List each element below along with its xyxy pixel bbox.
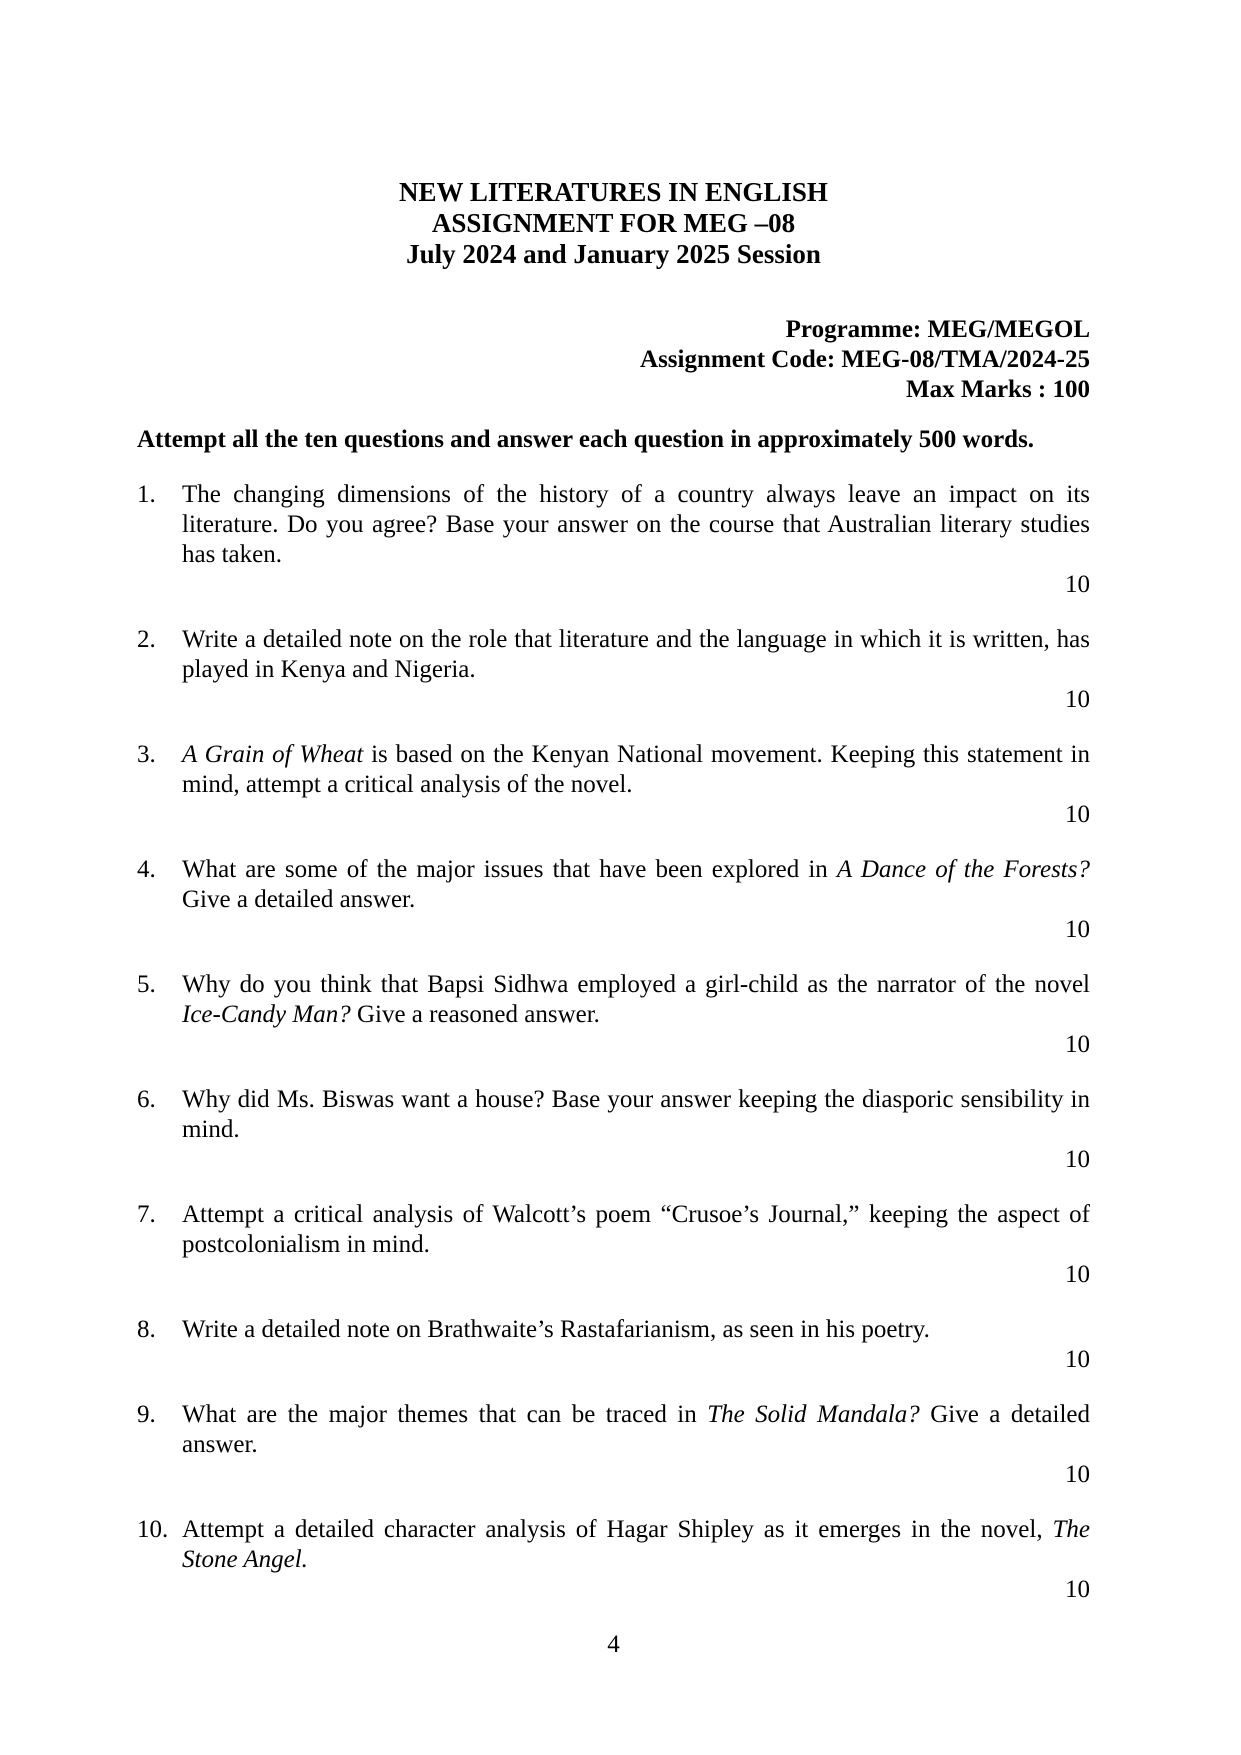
question-text-segment: Attempt a detailed character analysis of Hagar Shipley as it emerges in the novel, bbox=[182, 1516, 1053, 1543]
question-text bbox=[182, 740, 1090, 800]
question-text-segment: Give a detailed answer. bbox=[182, 886, 416, 913]
title-line-session: July 2024 and January 2025 Session bbox=[406, 239, 821, 269]
question-marks: 10 bbox=[1065, 916, 1090, 943]
assignment-code-line: Assignment Code: MEG-08/TMA/2024-25 bbox=[640, 346, 1090, 373]
question-body bbox=[182, 1085, 1090, 1175]
question-text-segment: is based on the Kenyan National movement. Keeping this statement in mind, attempt a critical analysis of the novel. bbox=[182, 741, 1090, 798]
question-number: 10. bbox=[137, 1516, 169, 1543]
question-text bbox=[182, 855, 1090, 915]
question-item bbox=[137, 1515, 1090, 1605]
question-item bbox=[137, 1085, 1090, 1175]
question-body bbox=[182, 1400, 1090, 1490]
programme-line: Programme: MEG/MEGOL bbox=[785, 316, 1090, 343]
question-text bbox=[182, 1515, 1090, 1575]
question-item bbox=[137, 1315, 1090, 1375]
question-item bbox=[137, 855, 1090, 945]
question-item bbox=[137, 625, 1090, 715]
question-text-segment: Give a reasoned answer. bbox=[350, 1001, 600, 1028]
question-number: 8. bbox=[137, 1316, 156, 1343]
question-text-segment: Write a detailed note on the role that literature and the language in which it is written, has played in Kenya and Nigeria. bbox=[182, 626, 1090, 683]
question-text bbox=[182, 1315, 1090, 1345]
question-title-italic: A Dance of the Forests? bbox=[836, 856, 1090, 883]
question-number: 4. bbox=[137, 856, 156, 883]
assignment-meta bbox=[137, 315, 1090, 405]
question-number: 3. bbox=[137, 741, 156, 768]
question-text-segment: The changing dimensions of the history of a country always leave an impact on its literature. Do you agree? Base your answer on the course that Australian literary studies has taken. bbox=[182, 481, 1090, 568]
question-marks: 10 bbox=[1065, 1461, 1090, 1488]
max-marks-line: Max Marks : 100 bbox=[906, 376, 1090, 403]
question-marks: 10 bbox=[1065, 1031, 1090, 1058]
question-body bbox=[182, 970, 1090, 1060]
question-marks: 10 bbox=[1065, 686, 1090, 713]
question-number: 7. bbox=[137, 1201, 156, 1228]
question-item bbox=[137, 1400, 1090, 1490]
question-body bbox=[182, 855, 1090, 945]
question-marks: 10 bbox=[1065, 1576, 1090, 1603]
title-line-assignment: ASSIGNMENT FOR MEG –08 bbox=[431, 208, 796, 238]
question-title-italic: A Grain of Wheat bbox=[182, 741, 364, 768]
question-title-italic: Ice-Candy Man? bbox=[182, 1001, 351, 1028]
question-marks: 10 bbox=[1065, 571, 1090, 598]
title-line-course: NEW LITERATURES IN ENGLISH bbox=[399, 177, 828, 207]
question-text-segment: Why do you think that Bapsi Sidhwa employed a girl-child as the narrator of the novel bbox=[182, 971, 1090, 998]
document-title bbox=[137, 177, 1090, 270]
question-item bbox=[137, 740, 1090, 830]
question-number: 9. bbox=[137, 1401, 156, 1428]
question-text-segment: Why did Ms. Biswas want a house? Base your answer keeping the diasporic sensibility in mind. bbox=[182, 1086, 1090, 1143]
question-text bbox=[182, 480, 1090, 570]
question-marks: 10 bbox=[1065, 1346, 1090, 1373]
question-marks: 10 bbox=[1065, 1261, 1090, 1288]
question-number: 1. bbox=[137, 481, 156, 508]
question-body bbox=[182, 1515, 1090, 1605]
question-text-segment: Write a detailed note on Brathwaite’s Rastafarianism, as seen in his poetry. bbox=[182, 1316, 930, 1343]
question-body bbox=[182, 740, 1090, 830]
question-text-segment: What are some of the major issues that have been explored in bbox=[182, 856, 837, 883]
question-body bbox=[182, 480, 1090, 600]
question-text bbox=[182, 1400, 1090, 1460]
question-marks: 10 bbox=[1065, 801, 1090, 828]
question-body bbox=[182, 625, 1090, 715]
question-item bbox=[137, 970, 1090, 1060]
question-body bbox=[182, 1200, 1090, 1290]
page-number: 4 bbox=[607, 1631, 620, 1658]
question-text-segment: Give a detailed answer. bbox=[182, 1401, 1090, 1458]
question-text-segment: Attempt a critical analysis of Walcott’s poem “Crusoe’s Journal,” keeping the aspect of postcolonialism in mind. bbox=[182, 1201, 1090, 1258]
question-number: 6. bbox=[137, 1086, 156, 1113]
question-marks: 10 bbox=[1065, 1146, 1090, 1173]
question-text bbox=[182, 625, 1090, 685]
question-text bbox=[182, 970, 1090, 1030]
question-text bbox=[182, 1085, 1090, 1145]
question-list bbox=[137, 480, 1090, 1605]
question-title-italic: The Solid Mandala? bbox=[707, 1401, 920, 1428]
question-number: 5. bbox=[137, 971, 156, 998]
question-title-italic: The Stone Angel. bbox=[182, 1516, 1090, 1573]
question-text-segment: What are the major themes that can be traced in bbox=[182, 1401, 708, 1428]
question-number: 2. bbox=[137, 626, 156, 653]
question-item bbox=[137, 1200, 1090, 1290]
question-item bbox=[137, 480, 1090, 600]
question-text bbox=[182, 1200, 1090, 1260]
question-body bbox=[182, 1315, 1090, 1375]
instruction-line: Attempt all the ten questions and answer each question in approximately 500 words. bbox=[137, 426, 1035, 453]
